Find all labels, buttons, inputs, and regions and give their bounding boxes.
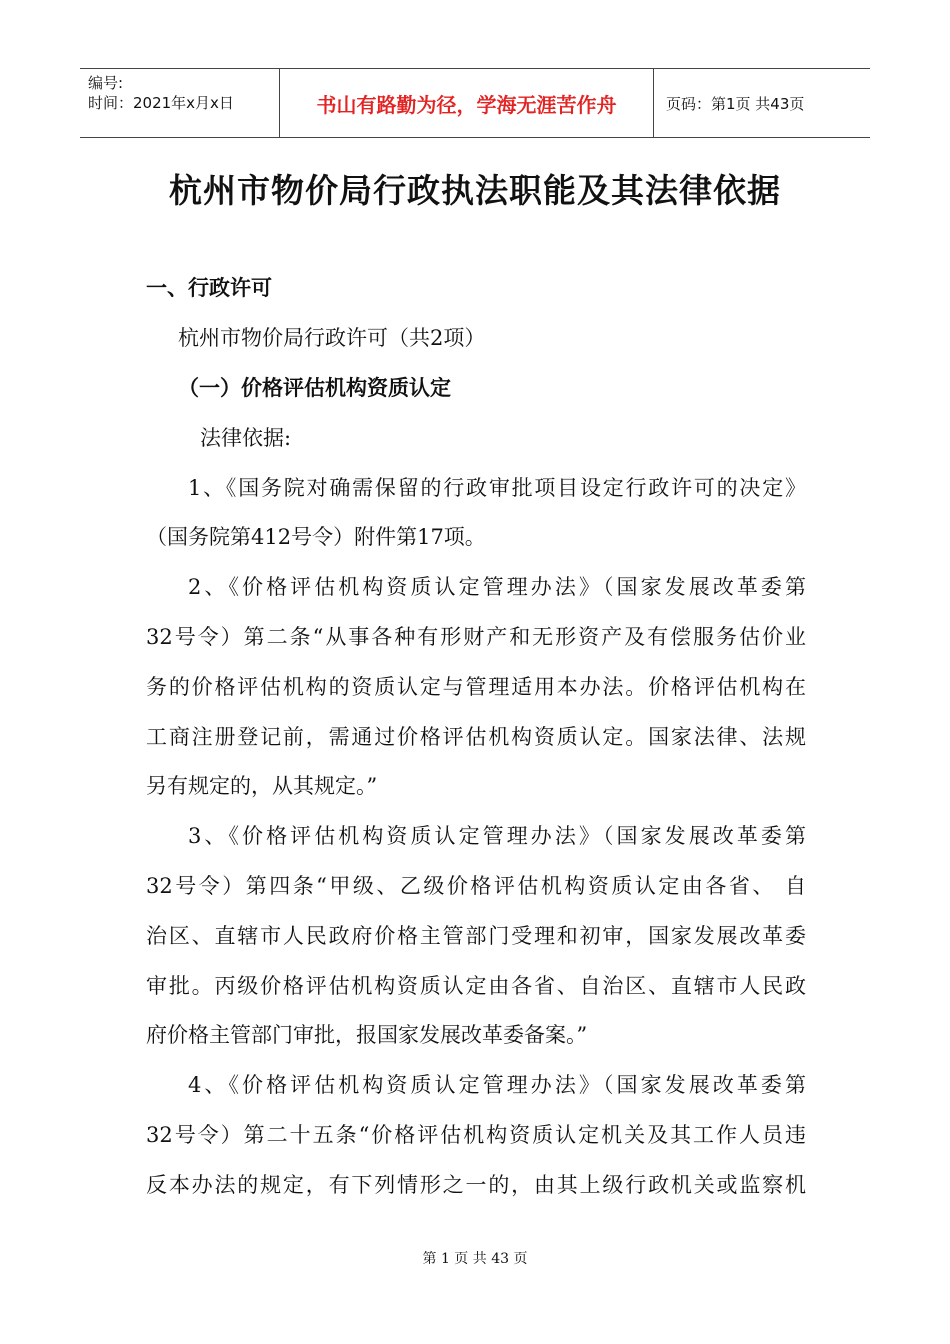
- body-line: 反本办法的规定，有下列情形之一的，由其上级行政机关或监察机: [146, 1173, 806, 1197]
- document-time-label: 时间：2021年x月x日: [88, 94, 234, 112]
- page-footer: 第 1 页 共 43 页: [422, 1251, 528, 1267]
- body-line: 1、《国务院对确需保留的行政审批项目设定行政许可的决定》: [188, 476, 806, 500]
- body-line: 3、《价格评估机构资质认定管理办法》（国家发展改革委第: [188, 824, 806, 848]
- header-motto: 书山有路勤为径，学海无涯苦作舟: [280, 69, 654, 137]
- body-line: 32号令）第二十五条“价格评估机构资质认定机关及其工作人员违: [146, 1123, 806, 1147]
- body-line: 32号令）第二条“从事各种有形财产和无形资产及有偿服务估价业: [146, 625, 806, 649]
- section-intro: 杭州市物价局行政许可（共2项）: [178, 326, 486, 350]
- header-meta: [80, 69, 280, 137]
- body-line: 治区、直辖市人民政府价格主管部门受理和初审，国家发展改革委: [146, 924, 806, 948]
- body-line: 工商注册登记前，需通过价格评估机构资质认定。国家法律、法规: [146, 725, 806, 749]
- body-line: 另有规定的，从其规定。”: [146, 774, 378, 798]
- body-line: 4、《价格评估机构资质认定管理办法》（国家发展改革委第: [188, 1073, 806, 1097]
- header-page-info: 页码：第1页 共43页: [666, 94, 805, 113]
- body-line: 审批。丙级价格评估机构资质认定由各省、自治区、直辖市人民政: [146, 974, 806, 998]
- body-line: （国务院第412号令）附件第17项。: [146, 525, 486, 549]
- section-heading: 一、行政许可: [146, 276, 272, 300]
- document-number-label: 编号:: [88, 74, 124, 92]
- document-title: 杭州市物价局行政执法职能及其法律依据: [169, 171, 781, 210]
- body-line: 32号令）第四条“甲级、乙级价格评估机构资质认定由各省、 自: [146, 874, 806, 898]
- basis-label: 法律依据:: [200, 426, 292, 450]
- subsection-heading: （一）价格评估机构资质认定: [178, 376, 451, 400]
- body-line: 务的价格评估机构的资质认定与管理适用本办法。价格评估机构在: [146, 675, 806, 699]
- body-line: 2、《价格评估机构资质认定管理办法》（国家发展改革委第: [188, 575, 806, 599]
- body-line: 府价格主管部门审批，报国家发展改革委备案。”: [146, 1023, 588, 1047]
- page-header: [80, 68, 870, 138]
